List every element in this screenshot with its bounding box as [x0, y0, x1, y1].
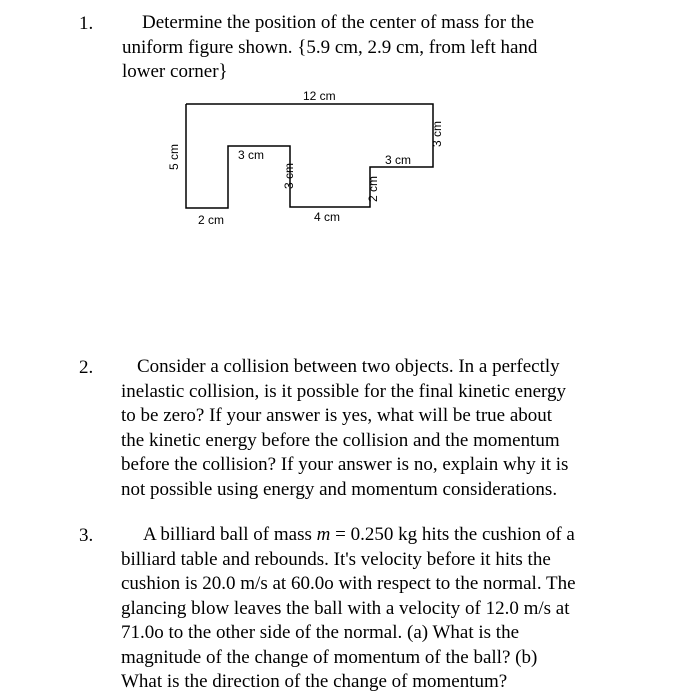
label-left-height: 5 cm [167, 144, 181, 171]
problem-2-line-6: not possible using energy and momentum considerations. [121, 478, 558, 500]
problem-2-line-4: the kinetic energy before the collision and the momentum [121, 429, 560, 451]
problem-3-line-7: What is the direction of the change of momentum? [121, 671, 508, 692]
problem-3-number: 3. [79, 525, 94, 546]
problem-2-text [121, 355, 568, 502]
problem-3-line-4: glancing blow leaves the ball with a velocity of 12.0 m/s at [121, 597, 570, 619]
problem-1-text [122, 11, 537, 85]
problem-3-line-1-pre: A billiard ball of mass [143, 524, 317, 545]
mass-variable: m [316, 524, 331, 545]
problem-2-line-2: inelastic collision, is it possible for the final kinetic energy [121, 380, 566, 402]
problem-3-line-2: billiard table and rebounds. It's velocity before it hits the [121, 548, 551, 570]
figure-outline [186, 104, 433, 208]
problem-3-line-6: magnitude of the change of momentum of the ball? (b) [121, 646, 538, 668]
problem-1-number: 1. [79, 13, 94, 34]
problem-1-line-3: lower corner} [122, 61, 228, 82]
label-bottom-left-width: 2 cm [198, 213, 225, 227]
label-bottom-middle-width: 4 cm [314, 210, 341, 224]
problem-3-line-1 [121, 523, 576, 548]
label-inner-right-width: 3 cm [385, 153, 412, 167]
label-inner-left-depth: 3 cm [282, 163, 296, 190]
problem-3-line-3: cushion is 20.0 m/s at 60.0o with respect to the normal. The [121, 573, 576, 594]
label-inner-right-depth: 2 cm [366, 176, 380, 203]
problem-2-line-5: before the collision? If your answer is no, explain why it is [121, 454, 569, 475]
problem-2-line-1: Consider a collision between two objects. In a perfectly [137, 356, 560, 377]
problem-3-line-1-post: = 0.250 kg hits the cushion of a [330, 524, 575, 545]
problem-2-number: 2. [79, 357, 94, 378]
label-inner-left-width: 3 cm [238, 148, 265, 162]
problem-1-line-2: uniform figure shown. {5.9 cm, 2.9 cm, from left hand [122, 36, 538, 58]
problem-3-line-5: 71.0o to the other side of the normal. (a) What is the [121, 622, 520, 643]
problem-3-text [121, 523, 576, 695]
label-top-width: 12 cm [303, 89, 336, 103]
label-right-height: 3 cm [430, 121, 444, 148]
problem-1-line-1: Determine the position of the center of mass for the [142, 12, 535, 33]
problem-2-line-3: to be zero? If your answer is yes, what will be true about [121, 405, 553, 426]
